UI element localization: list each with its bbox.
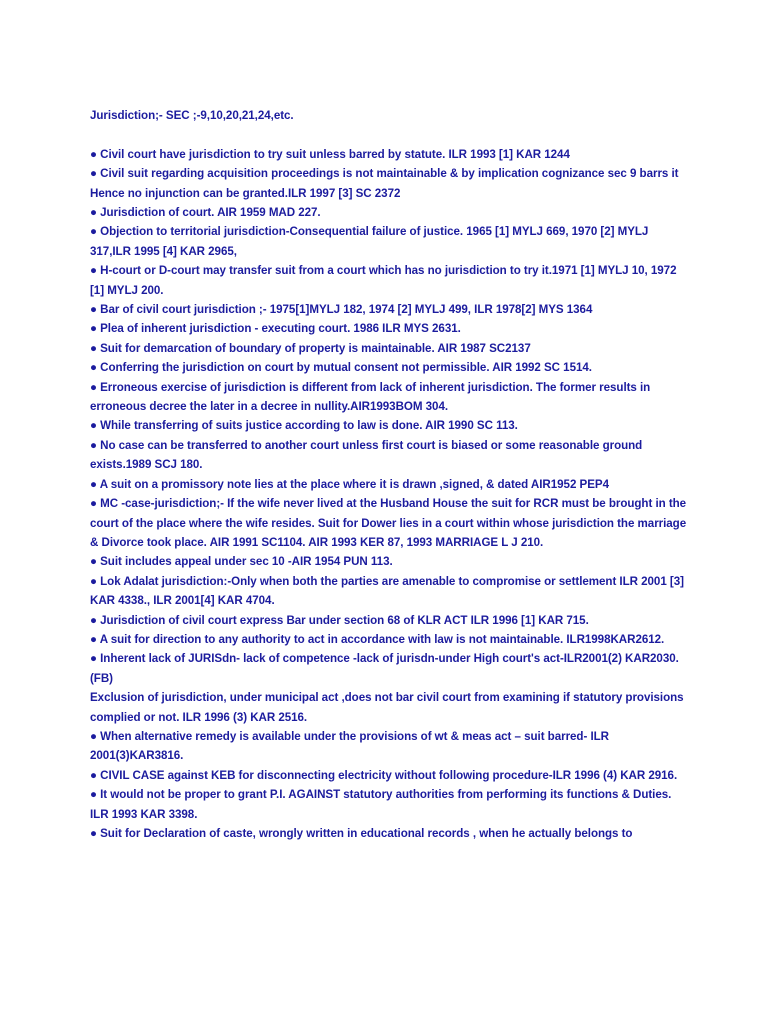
list-item-text: ● Inherent lack of JURISdn- lack of competence -lack of jurisdn-under High court's act-ILR2001(2) KAR2030.(FB): [90, 652, 679, 685]
list-item-text: ● Objection to territorial jurisdiction-Consequential failure of justice. 1965 [1] MYLJ 669, 1970 [2] MYLJ 317,ILR 1995 [4] KAR 2965,: [90, 225, 652, 258]
list-item: [90, 688, 690, 727]
list-item: [90, 222, 690, 261]
list-item-text: ● MC -case-jurisdiction;- If the wife never lived at the Husband House the suit for RCR must be brought in the court of the place where the wife resides. Suit for Dower lies in a court within whose jurisdiction the marriage & Divorce took place. AIR 1991 SC1104. AIR 1993 KER 87, 1993 MARRIAGE L J 210.: [90, 497, 690, 549]
list-item: [90, 824, 690, 843]
list-item: [90, 358, 690, 377]
list-item: [90, 649, 690, 688]
list-item: [90, 300, 690, 319]
list-item: [90, 611, 690, 630]
list-item: [90, 436, 690, 475]
list-item: [90, 766, 690, 785]
list-item-text: ● Conferring the jurisdiction on court by mutual consent not permissible. AIR 1992 SC 1514.: [90, 361, 592, 375]
list-item-text: ● Erroneous exercise of jurisdiction is different from lack of inherent jurisdiction. The former results in erroneous decree the later in a decree in nullity.AIR1993BOM 304.: [90, 380, 654, 414]
list-item: [90, 261, 690, 300]
list-item: [90, 339, 690, 358]
list-item-text: ● Jurisdiction of court. AIR 1959 MAD 227.: [90, 206, 321, 220]
blank-line: [90, 125, 690, 144]
list-item: [90, 145, 690, 164]
list-item-text: Exclusion of jurisdiction, under municipal act ,does not bar civil court from examining if statutory provisions complied or not. ILR 1996 (3) KAR 2516.: [90, 691, 687, 724]
document-heading: Jurisdiction;- SEC ;-9,10,20,21,24,etc.: [90, 109, 294, 122]
list-item-text: ● H-court or D-court may transfer suit from a court which has no jurisdiction to try it.1971 [1] MYLJ 10, 1972 [1] MYLJ 200.: [90, 264, 680, 297]
list-item-text: ● When alternative remedy is available under the provisions of wt & meas act – suit barred- ILR 2001(3)KAR3816.: [90, 729, 613, 763]
list-item: [90, 630, 690, 649]
list-item-text: ● No case can be transferred to another court unless first court is biased or some reasonable ground exists.1989 SCJ 180.: [90, 438, 646, 472]
list-item-text: ● Jurisdiction of civil court express Bar under section 68 of KLR ACT ILR 1996 [1] KAR 715.: [90, 613, 589, 627]
list-item-text: ● While transferring of suits justice according to law is done. AIR 1990 SC 113.: [90, 419, 518, 433]
list-item-text: ● Civil suit regarding acquisition proceedings is not maintainable & by implication cognizance sec 9 barrs it Hence no injunction can be granted.ILR 1997 [3] SC 2372: [90, 167, 682, 200]
list-item-text: ● Lok Adalat jurisdiction:-Only when both the parties are amenable to compromise or settlement ILR 2001 [3] KAR 4338., ILR 2001[4] KAR 4704.: [90, 574, 688, 608]
list-item: [90, 416, 690, 435]
document-page: [90, 106, 690, 843]
list-item: [90, 785, 690, 824]
list-item-text: ● It would not be proper to grant P.I. AGAINST statutory authorities from performing its functions & Duties. ILR 1993 KAR 3398.: [90, 788, 675, 821]
list-item: [90, 164, 690, 203]
entry-list: [90, 145, 690, 844]
list-item: [90, 203, 690, 222]
list-item: [90, 378, 690, 417]
list-item: [90, 494, 690, 552]
list-item: [90, 319, 690, 338]
list-item: [90, 475, 690, 494]
list-item-text: ● Bar of civil court jurisdiction ;- 1975[1]MYLJ 182, 1974 [2] MYLJ 499, ILR 1978[2] MYS 1364: [90, 303, 593, 317]
list-item-text: ● CIVIL CASE against KEB for disconnecting electricity without following procedure-ILR 1996 (4) KAR 2916.: [90, 768, 678, 782]
list-item-text: ● A suit for direction to any authority to act in accordance with law is not maintainable. ILR1998KAR2612.: [90, 632, 665, 646]
list-item-text: ● Suit for Declaration of caste, wrongly written in educational records , when he actually belongs to: [90, 827, 633, 841]
list-item-text: ● Suit for demarcation of boundary of property is maintainable. AIR 1987 SC2137: [90, 341, 531, 355]
list-item-text: ● Plea of inherent jurisdiction - executing court. 1986 ILR MYS 2631.: [90, 322, 461, 336]
list-item-text: ● A suit on a promissory note lies at the place where it is drawn ,signed, & dated AIR1952 PEP4: [90, 477, 609, 491]
list-item: [90, 552, 690, 571]
list-item-text: ● Suit includes appeal under sec 10 -AIR 1954 PUN 113.: [90, 555, 393, 569]
list-item: [90, 727, 690, 766]
list-item: [90, 572, 690, 611]
list-item-text: ● Civil court have jurisdiction to try suit unless barred by statute. ILR 1993 [1] KAR 1244: [90, 147, 570, 161]
